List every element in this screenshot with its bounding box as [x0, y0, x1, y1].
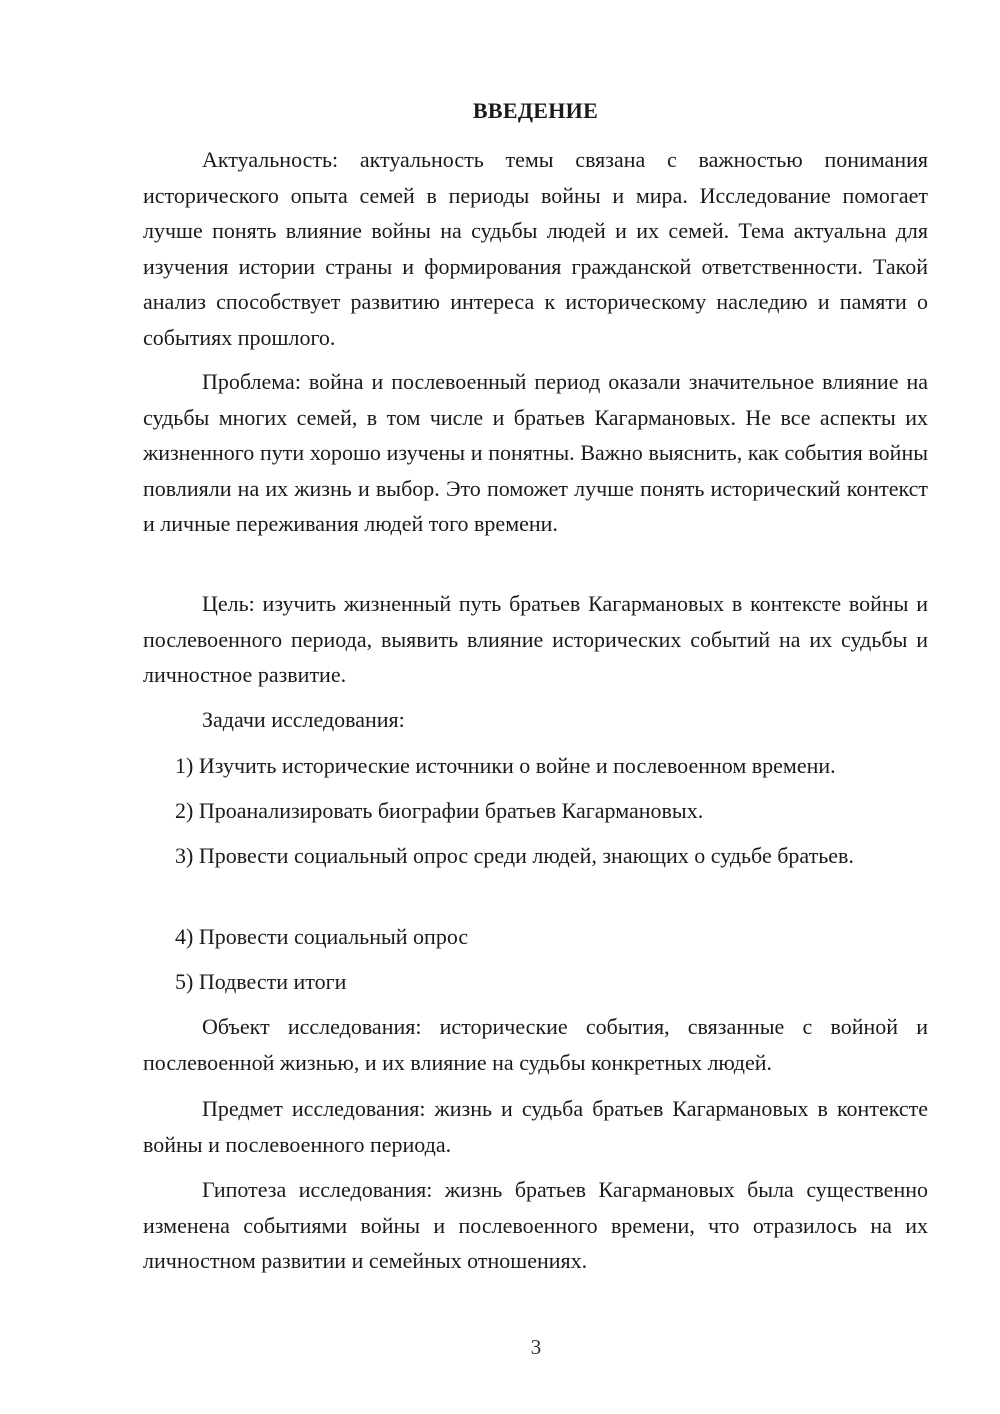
- page-number: 3: [530, 1335, 542, 1359]
- tasks-heading: Задачи исследования:: [202, 707, 405, 732]
- paragraph-object: Объект исследования: исторические события, связанные с войной и послевоенной жизнью, и их влияние на судьбы конкретных людей.: [143, 1014, 928, 1075]
- paragraph-hypothesis: Гипотеза исследования: жизнь братьев Кагармановых была существенно изменена событиями войны и послевоенного времени, что отразилось на их личностном развитии и семейных отношениях.: [143, 1177, 928, 1273]
- paragraph-relevance: Актуальность: актуальность темы связана с важностью понимания исторического опыта семей в периоды войны и мира. Исследование помогает лучше понять влияние войны на судьбы людей и их семей. Тема актуальна для изучения истории страны и формирования гражданской ответственности. Такой анализ способствует развитию интереса к историческому наследию и памяти о событиях прошлого.: [143, 147, 928, 350]
- task-item-1: 1) Изучить исторические источники о войне и послевоенном времени.: [175, 753, 836, 778]
- paragraph-problem: Проблема: война и послевоенный период оказали значительное влияние на судьбы многих семей, в том числе и братьев Кагармановых. Не все аспекты их жизненного пути хорошо изучены и понятны. Важно выяснить, как события войны повлияли на их жизнь и выбор. Это поможет лучше понять исторический контекст и личные переживания людей того времени.: [143, 369, 928, 536]
- paragraph-subject: Предмет исследования: жизнь и судьба братьев Кагармановых в контексте войны и послевоенного периода.: [143, 1096, 928, 1157]
- page-title: ВВЕДЕНИЕ: [472, 98, 599, 123]
- task-item-3: 3) Провести социальный опрос среди людей, знающих о судьбе братьев.: [175, 843, 854, 868]
- paragraph-goal: Цель: изучить жизненный путь братьев Кагармановых в контексте войны и послевоенного периода, выявить влияние исторических событий на их судьбы и личностное развитие.: [143, 591, 928, 687]
- task-item-4: 4) Провести социальный опрос: [175, 924, 469, 949]
- task-item-5: 5) Подвести итоги: [175, 969, 347, 994]
- task-item-2: 2) Проанализировать биографии братьев Кагармановых.: [175, 798, 704, 823]
